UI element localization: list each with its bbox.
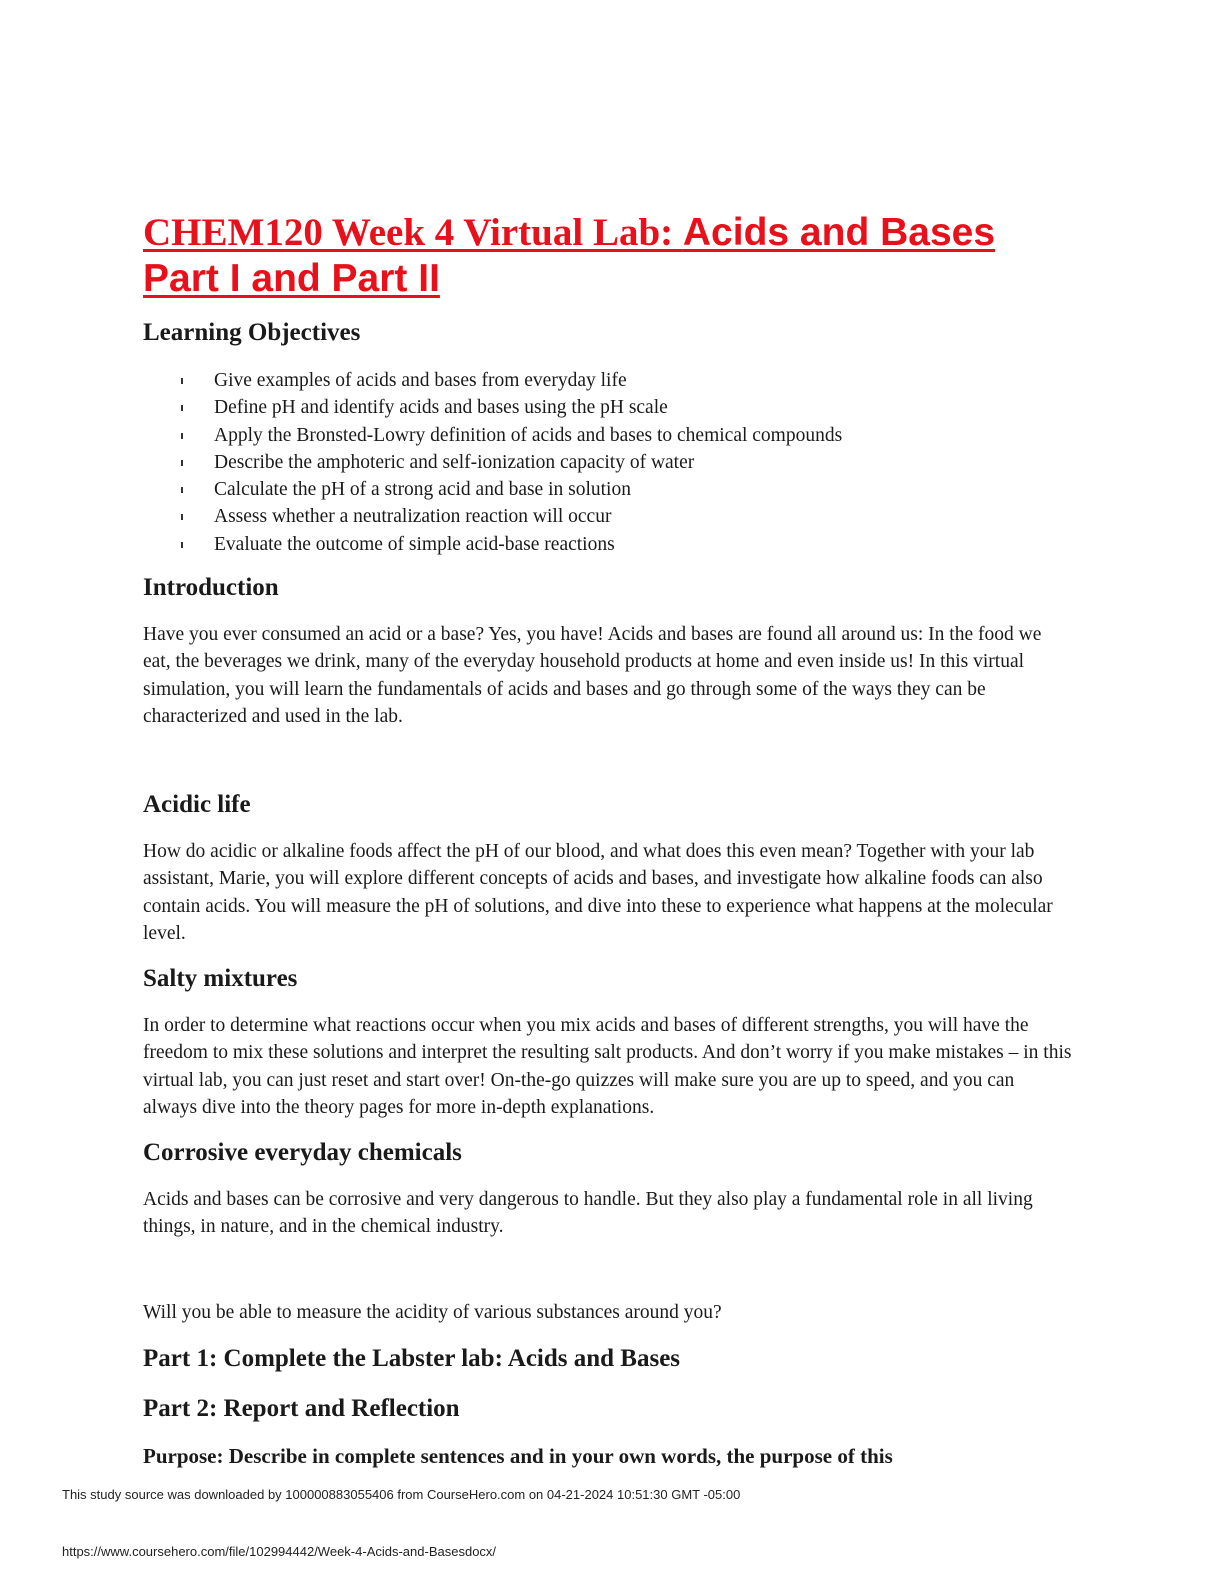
part2-heading: Part 2: Report and Reflection	[143, 1395, 460, 1422]
bullet-icon	[181, 405, 183, 411]
bullet-icon	[181, 433, 183, 439]
purpose-text: Purpose: Describe in complete sentences and in your own words, the purpose of this	[143, 1444, 893, 1468]
corrosive-paragraph: Acids and bases can be corrosive and very dangerous to handle. But they also play a fundamental role in all living things, in nature, and in the chemical industry.	[143, 1189, 1033, 1238]
salty-mixtures-paragraph: In order to determine what reactions occur when you mix acids and bases of different strengths, you will have the freedom to mix these solutions and interpret the resulting salt products. And don’t worry if you make mistakes – in this virtual lab, you can just reset and start over! On-the-go quizzes will make sure you are up to speed, and you can always dive into the theory pages for more in-depth explanations.	[143, 1015, 1072, 1118]
bullet-icon	[181, 542, 183, 548]
list-item: Apply the Bronsted-Lowry definition of acids and bases to chemical compounds	[143, 422, 842, 449]
list-item: Calculate the pH of a strong acid and base in solution	[143, 476, 842, 503]
learning-objectives-list	[143, 367, 842, 558]
question-paragraph: Will you be able to measure the acidity of various substances around you?	[143, 1302, 722, 1323]
acidic-life-paragraph: How do acidic or alkaline foods affect the pH of our blood, and what does this even mean? Together with your lab assistant, Marie, you will explore different concepts of acids and bases, and investigate how alkaline foods can also contain acids. You will measure the pH of solutions, and dive into these to experience what happens at the molecular level.	[143, 841, 1053, 944]
bullet-icon	[181, 514, 183, 520]
title-line-2: Part I and Part II	[143, 257, 440, 300]
source-url[interactable]: https://www.coursehero.com/file/102994442/Week-4-Acids-and-Basesdocx/	[62, 1544, 497, 1559]
list-item: Give examples of acids and bases from everyday life	[143, 367, 842, 394]
title-course-part: CHEM120 Week 4 Virtual Lab:	[143, 211, 683, 254]
introduction-paragraph: Have you ever consumed an acid or a base? Yes, you have! Acids and bases are found all around us: In the food we eat, the beverages we drink, many of the everyday household products at home and even inside us! In this virtual simulation, you will learn the fundamentals of acids and bases and go through some of the ways they can be characterized and used in the lab.	[143, 624, 1042, 727]
corrosive-heading: Corrosive everyday chemicals	[143, 1139, 462, 1166]
list-item: Evaluate the outcome of simple acid-base reactions	[143, 531, 842, 558]
document-title	[143, 210, 1073, 302]
list-item: Describe the amphoteric and self-ionization capacity of water	[143, 449, 842, 476]
learning-objectives-heading: Learning Objectives	[143, 319, 361, 346]
title-topic-part: Acids and Bases	[682, 211, 996, 254]
list-item: Define pH and identify acids and bases using the pH scale	[143, 394, 842, 421]
acidic-life-heading: Acidic life	[143, 791, 251, 818]
bullet-icon	[181, 460, 183, 466]
list-item: Assess whether a neutralization reaction will occur	[143, 503, 842, 530]
download-source-note: This study source was downloaded by 100000883055406 from CourseHero.com on 04-21-2024 10:51:30 GMT -05:00	[62, 1487, 741, 1502]
salty-mixtures-heading: Salty mixtures	[143, 965, 298, 992]
bullet-icon	[181, 487, 183, 493]
bullet-icon	[181, 378, 183, 384]
part1-heading: Part 1: Complete the Labster lab: Acids and Bases	[143, 1345, 681, 1372]
introduction-heading: Introduction	[143, 574, 279, 601]
